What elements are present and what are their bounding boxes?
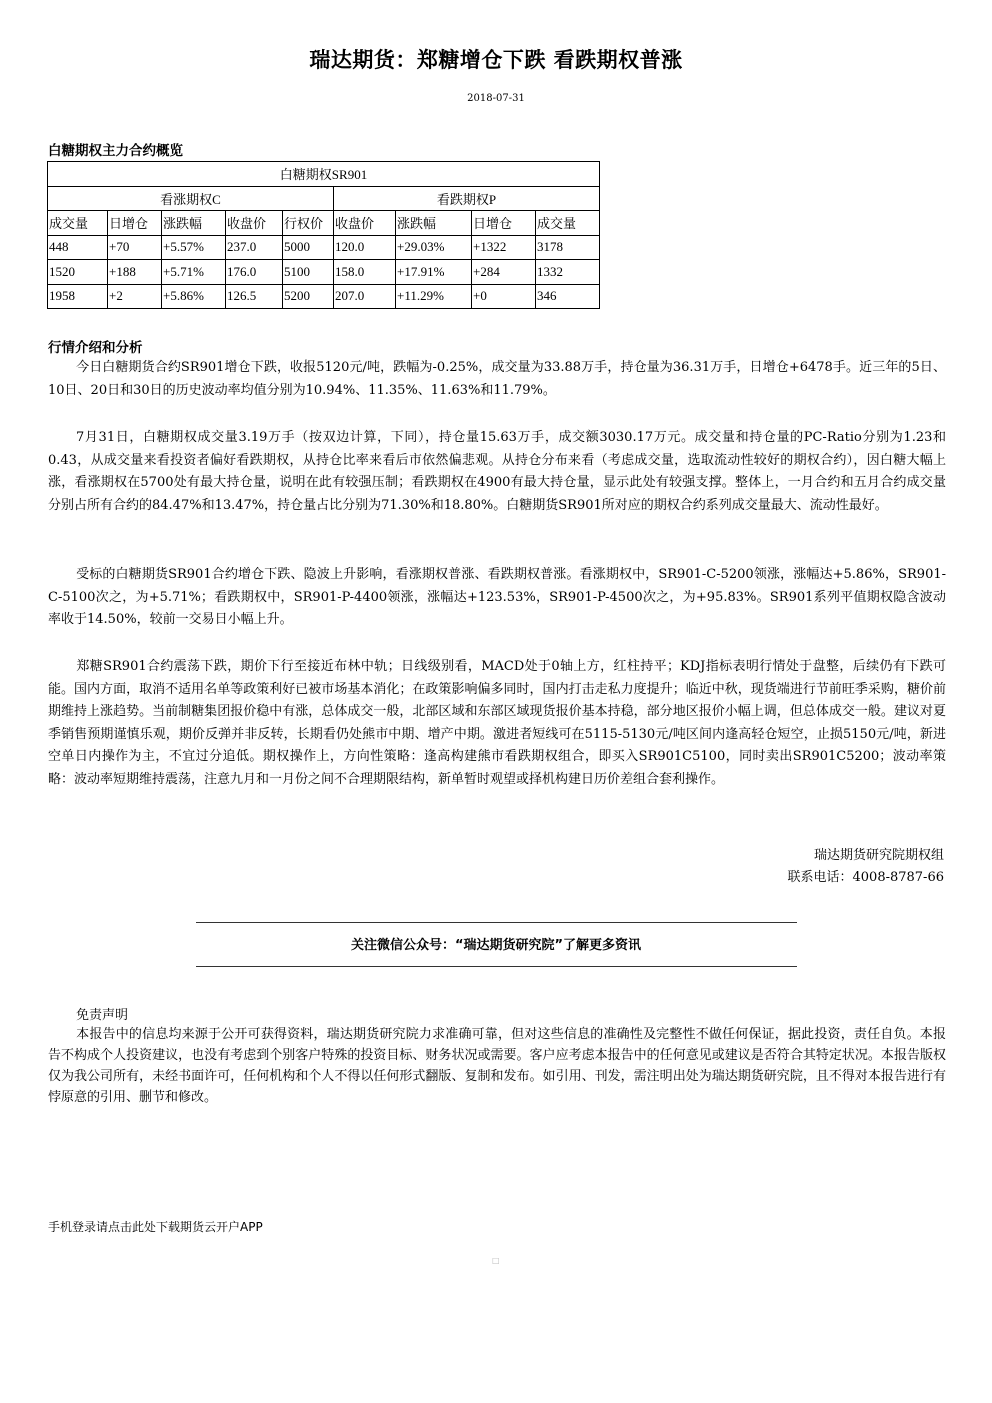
table-cell: +5.57% bbox=[162, 235, 226, 260]
column-header: 成交量 bbox=[48, 211, 108, 236]
table-cell: 237.0 bbox=[226, 235, 283, 260]
analysis-paragraph-2: 7月31日，白糖期权成交量3.19万手（按双边计算，下同），持仓量15.63万手，成交额3030.17万元。成交量和持仓量的PC-Ratio分别为1.23和0.43，从成交量来看投资者偏好看跌期权，从持仓比率来看后市依然偏悲观。从持仓分布来看（考虑成交量，选取流动性较好的期权合约），因白糖大幅上涨，看涨期权在5700处有最大持仓量，说明在此有较强压制；看跌期权在4900有最大持仓量，显示此处有较强支撑。整体上，一月合约和五月合约成交量分别占所有合约的84.47%和13.47%，持仓量占比分别为71.30%和18.80%。白糖期货SR901所对应的期权合约系列成交量最大、流动性最好。 bbox=[48, 430, 946, 513]
table-cell: +11.29% bbox=[396, 284, 472, 309]
table-cell: 126.5 bbox=[226, 284, 283, 309]
table-row bbox=[48, 284, 600, 309]
table-column-header-row bbox=[48, 211, 600, 236]
disclaimer-title: 免责声明 bbox=[76, 1008, 129, 1023]
table-cell: 158.0 bbox=[334, 260, 396, 285]
options-summary-table bbox=[47, 161, 600, 309]
table-cell: +284 bbox=[472, 260, 536, 285]
divider-top bbox=[196, 922, 797, 923]
table-caption: 白糖期权SR901 bbox=[48, 162, 600, 187]
table-cell: +2 bbox=[108, 284, 162, 309]
table-row bbox=[48, 260, 600, 285]
column-header: 成交量 bbox=[536, 211, 600, 236]
table-cell: 5100 bbox=[283, 260, 334, 285]
table-cell: 176.0 bbox=[226, 260, 283, 285]
column-header: 日增仓 bbox=[108, 211, 162, 236]
signature-org: 瑞达期货研究院期权组 bbox=[813, 848, 944, 863]
column-header: 收盘价 bbox=[226, 211, 283, 236]
table-cell: +70 bbox=[108, 235, 162, 260]
disclaimer-text: 本报告中的信息均来源于公开可获得资料，瑞达期货研究院力求准确可靠，但对这些信息的准确性及完整性不做任何保证，据此投资，责任自负。本报告不构成个人投资建议，也没有考虑到个别客户特殊的投资目标、财务状况或需要。客户应考虑本报告中的任何意见或建议是否符合其特定状况。本报告版权仅为我公司所有，未经书面许可，任何机构和个人不得以任何形式翻版、复制和发布。如引用、刊发，需注明出处为瑞达期货研究院，且不得对本报告进行有悖原意的引用、删节和修改。 bbox=[48, 1027, 946, 1105]
divider-bottom bbox=[196, 966, 797, 967]
call-options-header: 看涨期权C bbox=[48, 186, 334, 211]
column-header: 行权价 bbox=[283, 211, 334, 236]
column-header: 收盘价 bbox=[334, 211, 396, 236]
table-cell: 1520 bbox=[48, 260, 108, 285]
analysis-paragraph-3: 受标的白糖期货SR901合约增仓下跌、隐波上升影响，看涨期权普涨、看跌期权普涨。看涨期权中，SR901-C-5200领涨，涨幅达+5.86%，SR901-C-5100次之，为+5.71%；看跌期权中，SR901-P-4400领涨，涨幅达+123.53%，SR901-P-4500次之，为+95.83%。SR901系列平值期权隐含波动率收于14.50%，较前一交易日小幅上升。 bbox=[48, 567, 946, 627]
analysis-section-title: 行情介绍和分析 bbox=[48, 340, 143, 356]
wechat-follow-banner: 关注微信公众号：“瑞达期货研究院”了解更多资讯 bbox=[350, 938, 642, 953]
table-caption-row bbox=[48, 162, 600, 187]
signature-phone: 联系电话：4008-8787-66 bbox=[787, 870, 944, 885]
table-cell: 1332 bbox=[536, 260, 600, 285]
app-download-link[interactable]: 手机登录请点击此处下载期货云开户APP bbox=[48, 1220, 263, 1234]
table-cell: 346 bbox=[536, 284, 600, 309]
analysis-paragraph-4: 郑糖SR901合约震荡下跌，期价下行至接近布林中轨；日线级别看，MACD处于0轴上方，红柱持平；KDJ指标表明行情处于盘整，后续仍有下跌可能。国内方面，取消不适用名单等政策利好已被市场基本消化；在政策影响偏多同时，国内打击走私力度提升；临近中秋，现货端进行节前旺季采购，糖价前期维持上涨趋势。当前制糖集团报价稳中有涨，总体成交一般，北部区域和东部区域现货报价基本持稳，部分地区报价小幅上调，但总体成交一般。建议对夏季销售预期谨慎乐观，期价反弹并非反转，长期看仍处熊市中期、增产中期。激进者短线可在5115-5130元/吨区间内逢高轻仓短空，止损5150元/吨，新进空单日内操作为主，不宜过分追低。期权操作上，方向性策略：逢高构建熊市看跌期权组合，即买入SR901C5100，同时卖出SR901C5200；波动率策略：波动率短期维持震荡，注意九月和一月份之间不合理期限结构，新单暂时观望或择机构建日历价差组合套利操作。 bbox=[48, 659, 946, 787]
table-section-title: 白糖期权主力合约概览 bbox=[48, 143, 183, 159]
table-cell: +5.86% bbox=[162, 284, 226, 309]
table-cell: +17.91% bbox=[396, 260, 472, 285]
column-header: 涨跌幅 bbox=[396, 211, 472, 236]
column-header: 日增仓 bbox=[472, 211, 536, 236]
table-cell: 120.0 bbox=[334, 235, 396, 260]
table-cell: 5200 bbox=[283, 284, 334, 309]
column-header: 涨跌幅 bbox=[162, 211, 226, 236]
table-row bbox=[48, 235, 600, 260]
footer-mark: □ bbox=[492, 1256, 500, 1265]
table-cell: +188 bbox=[108, 260, 162, 285]
table-cell: +0 bbox=[472, 284, 536, 309]
table-cell: 207.0 bbox=[334, 284, 396, 309]
table-cell: +5.71% bbox=[162, 260, 226, 285]
table-cell: 5000 bbox=[283, 235, 334, 260]
analysis-paragraph-1: 今日白糖期货合约SR901增仓下跌，收报5120元/吨，跌幅为-0.25%，成交量为33.88万手，持仓量为36.31万手，日增仓+6478手。近三年的5日、10日、20日和30日的历史波动率均值分别为10.94%、11.35%、11.63%和11.79%。 bbox=[48, 360, 946, 398]
table-cell: +1322 bbox=[472, 235, 536, 260]
table-group-header-row bbox=[48, 186, 600, 211]
put-options-header: 看跌期权P bbox=[334, 186, 600, 211]
table-cell: 3178 bbox=[536, 235, 600, 260]
table-cell: 1958 bbox=[48, 284, 108, 309]
table-cell: +29.03% bbox=[396, 235, 472, 260]
page-title: 瑞达期货：郑糖增仓下跌 看跌期权普涨 bbox=[309, 48, 683, 72]
table-cell: 448 bbox=[48, 235, 108, 260]
report-date: 2018-07-31 bbox=[467, 93, 525, 104]
